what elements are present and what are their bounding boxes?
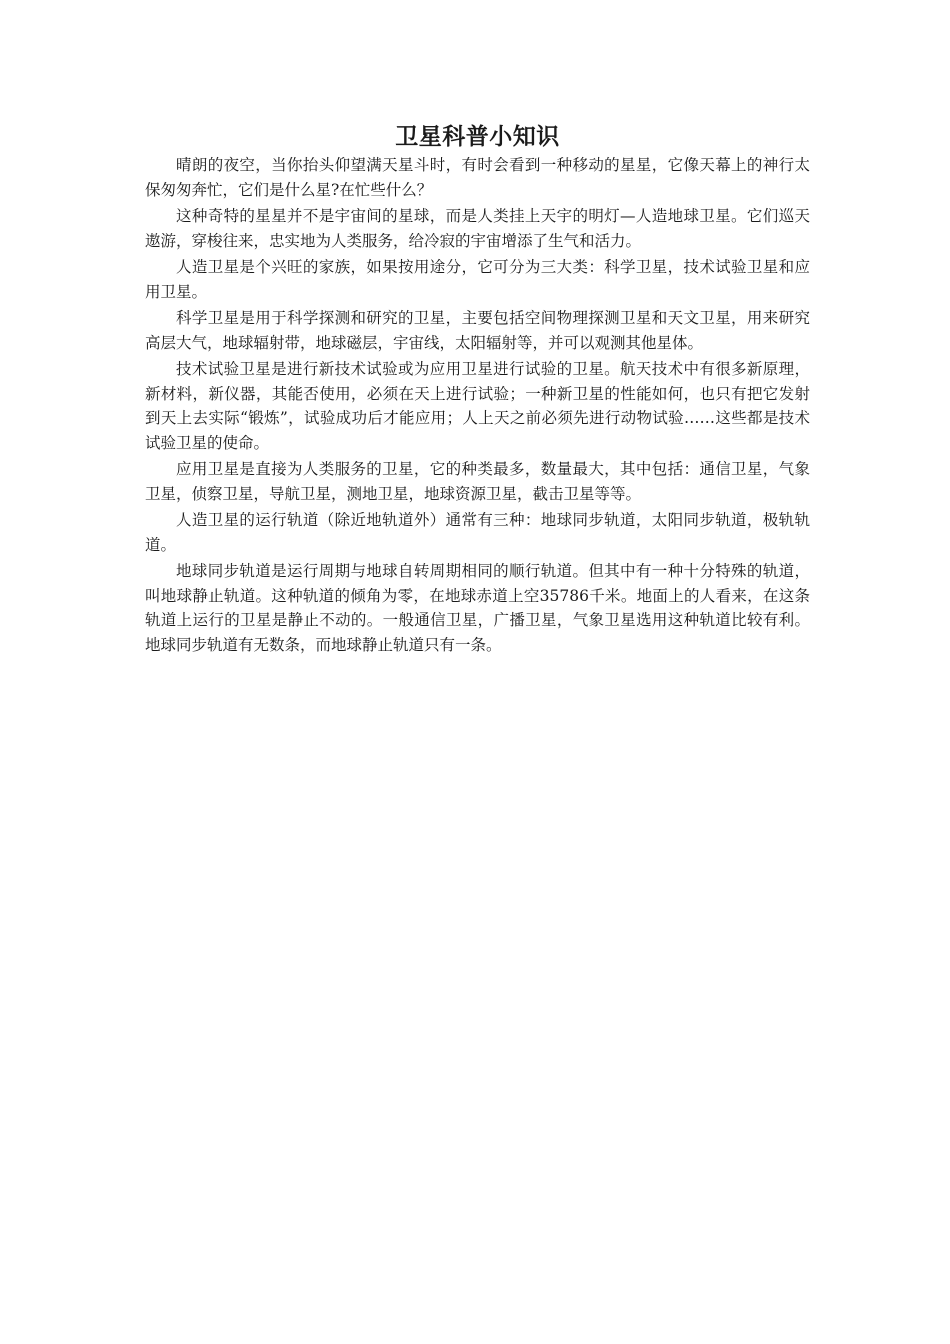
document-body bbox=[145, 153, 810, 657]
paragraph-science-satellite: 科学卫星是用于科学探测和研究的卫星，主要包括空间物理探测卫星和天文卫星，用来研究高层大气，地球辐射带，地球磁层，宇宙线，太阳辐射等，并可以观测其他星体。 bbox=[145, 309, 810, 352]
paragraph-application-satellite: 应用卫星是直接为人类服务的卫星，它的种类最多，数量最大，其中包括：通信卫星，气象卫星，侦察卫星，导航卫星，测地卫星，地球资源卫星，截击卫星等等。 bbox=[145, 460, 810, 503]
paragraph-test-satellite: 技术试验卫星是进行新技术试验或为应用卫星进行试验的卫星。航天技术中有很多新原理，新材料，新仪器，其能否使用，必须在天上进行试验；一种新卫星的性能如何，也只有把它发射到天上去实际“锻炼”，试验成功后才能应用；人上天之前必须先进行动物试验……这些都是技术试验卫星的使命。 bbox=[145, 360, 810, 452]
document-page bbox=[145, 0, 810, 659]
paragraph-geosynchronous-orbit: 地球同步轨道是运行周期与地球自转周期相同的顺行轨道。但其中有一种十分特殊的轨道，叫地球静止轨道。这种轨道的倾角为零，在地球赤道上空35786千米。地面上的人看来，在这条轨道上运行的卫星是静止不动的。一般通信卫星，广播卫星，气象卫星选用这种轨道比较有利。地球同步轨道有无数条，而地球静止轨道只有一条。 bbox=[145, 562, 810, 654]
paragraph-artificial-satellite: 这种奇特的星星并不是宇宙间的星球，而是人类挂上天宇的明灯—人造地球卫星。它们巡天遨游，穿梭往来，忠实地为人类服务，给冷寂的宇宙增添了生气和活力。 bbox=[145, 207, 810, 250]
document-title: 卫星科普小知识 bbox=[395, 123, 560, 150]
paragraph-orbit-types: 人造卫星的运行轨道（除近地轨道外）通常有三种：地球同步轨道，太阳同步轨道，极轨轨道。 bbox=[145, 511, 810, 554]
paragraph-satellite-categories: 人造卫星是个兴旺的家族，如果按用途分，它可分为三大类：科学卫星，技术试验卫星和应用卫星。 bbox=[145, 258, 810, 301]
paragraph-night-sky: 晴朗的夜空，当你抬头仰望满天星斗时，有时会看到一种移动的星星，它像天幕上的神行太保匆匆奔忙，它们是什么星?在忙些什么？ bbox=[145, 156, 810, 199]
